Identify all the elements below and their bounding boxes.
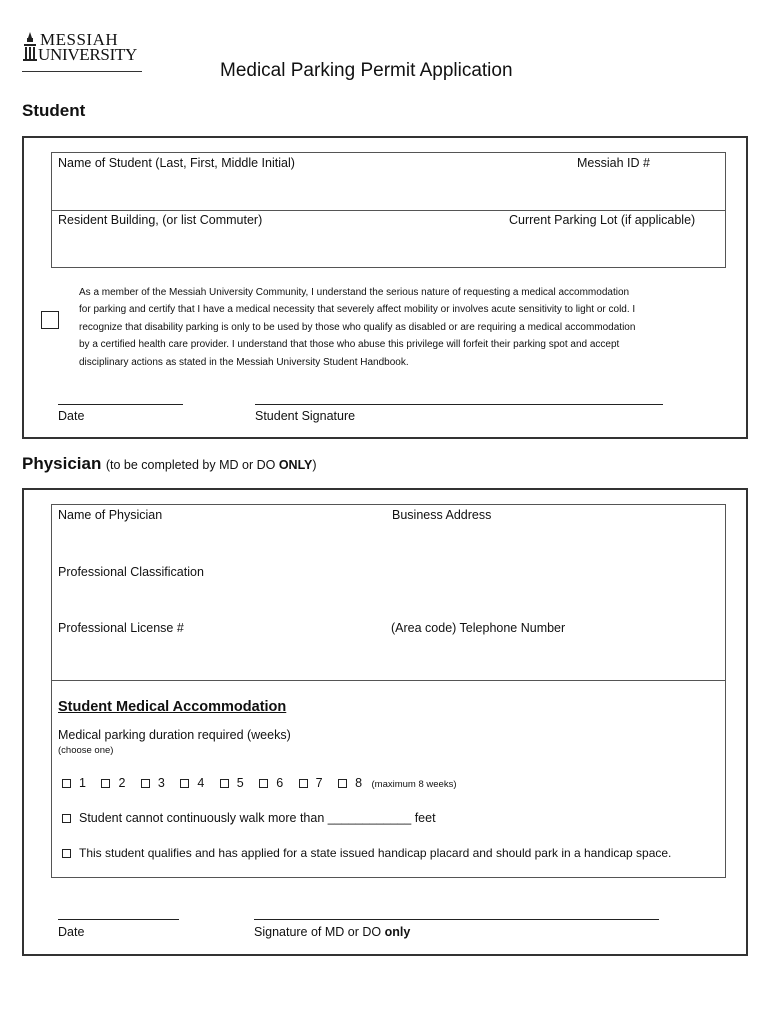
- checkbox-icon[interactable]: [299, 779, 308, 788]
- statement-line: by a certified health care provider. I understand that those who abuse this privilege will forfeit their parking spot and accept: [79, 339, 620, 351]
- duration-option-4[interactable]: 4: [180, 776, 204, 790]
- physician-name-field[interactable]: Name of Physician: [58, 508, 163, 522]
- university-logo: [22, 30, 152, 74]
- resident-building-field[interactable]: Resident Building, (or list Commuter): [58, 213, 263, 227]
- student-statement: [79, 284, 739, 371]
- business-address-field[interactable]: Business Address: [392, 508, 492, 522]
- student-date-label: Date: [58, 409, 85, 423]
- walk-limit-text: Student cannot continuously walk more than: [79, 811, 325, 825]
- page-title: Medical Parking Permit Application: [220, 60, 513, 81]
- physician-date-label: Date: [58, 925, 85, 939]
- duration-option-3[interactable]: 3: [141, 776, 165, 790]
- physician-heading-text: Physician: [22, 454, 102, 473]
- checkbox-icon[interactable]: [180, 779, 189, 788]
- physician-table-divider: [51, 680, 726, 681]
- physician-signature-line[interactable]: [254, 919, 659, 920]
- duration-option-6[interactable]: 6: [259, 776, 283, 790]
- duration-option-1[interactable]: 1: [62, 776, 86, 790]
- logo-line1: MESSIAH: [40, 30, 119, 49]
- physician-subheading: (to be completed by MD or DO ONLY): [105, 458, 317, 472]
- statement-line: As a member of the Messiah University Community, I understand the serious nature of requesting a medical accommodation: [79, 287, 630, 298]
- student-signature-label: Student Signature: [255, 409, 356, 423]
- checkbox-icon[interactable]: [141, 779, 150, 788]
- duration-option-5[interactable]: 5: [220, 776, 244, 790]
- certify-checkbox[interactable]: [41, 311, 59, 329]
- student-heading: Student: [22, 101, 86, 120]
- classification-field[interactable]: Professional Classification: [58, 565, 204, 579]
- walk-limit-option[interactable]: [62, 811, 436, 825]
- duration-label: Medical parking duration required (weeks): [58, 728, 291, 742]
- checkbox-icon[interactable]: [338, 779, 347, 788]
- choose-one-note: (choose one): [58, 745, 114, 756]
- physician-date-line[interactable]: [58, 919, 179, 920]
- checkbox-icon[interactable]: [62, 814, 71, 823]
- placard-option[interactable]: [62, 846, 671, 860]
- walk-limit-unit: feet: [414, 811, 436, 825]
- license-field[interactable]: Professional License #: [58, 621, 184, 635]
- student-name-field[interactable]: Name of Student (Last, First, Middle Initial): [58, 156, 295, 170]
- duration-option-8[interactable]: 8: [338, 776, 362, 790]
- student-signature-line[interactable]: [255, 404, 663, 405]
- statement-line: for parking and certify that I have a medical necessity that severely affect mobility or involves acute sensitivity to light or cold. I: [79, 304, 636, 316]
- physician-heading: [22, 454, 317, 474]
- chapel-icon: [22, 32, 38, 62]
- placard-text: This student qualifies and has applied for a state issued handicap placard and should park in a handicap space.: [79, 846, 672, 860]
- walk-limit-blank[interactable]: ____________: [327, 811, 412, 825]
- logo-underline: [22, 71, 142, 72]
- checkbox-icon[interactable]: [101, 779, 110, 788]
- physician-signature-label: Signature of MD or DO only: [254, 925, 411, 939]
- logo-line2: UNIVERSITY: [38, 45, 137, 64]
- student-table-divider: [51, 210, 726, 211]
- checkbox-icon[interactable]: [62, 779, 71, 788]
- accommodation-heading: Student Medical Accommodation: [58, 699, 287, 715]
- telephone-field[interactable]: (Area code) Telephone Number: [391, 621, 566, 635]
- parking-lot-field[interactable]: Current Parking Lot (if applicable): [509, 213, 696, 227]
- student-date-line[interactable]: [58, 404, 183, 405]
- duration-option-2[interactable]: 2: [101, 776, 125, 790]
- duration-max-note: (maximum 8 weeks): [371, 779, 457, 790]
- messiah-id-field[interactable]: Messiah ID #: [577, 156, 650, 170]
- duration-options: [62, 776, 457, 790]
- statement-line: disciplinary actions as stated in the Messiah University Student Handbook.: [79, 356, 409, 368]
- checkbox-icon[interactable]: [259, 779, 268, 788]
- statement-line: recognize that disability parking is only to be used by those who qualify as disabled or are requiring a medical accommodation: [79, 321, 636, 333]
- checkbox-icon[interactable]: [62, 849, 71, 858]
- checkbox-icon[interactable]: [220, 779, 229, 788]
- duration-option-7[interactable]: 7: [299, 776, 323, 790]
